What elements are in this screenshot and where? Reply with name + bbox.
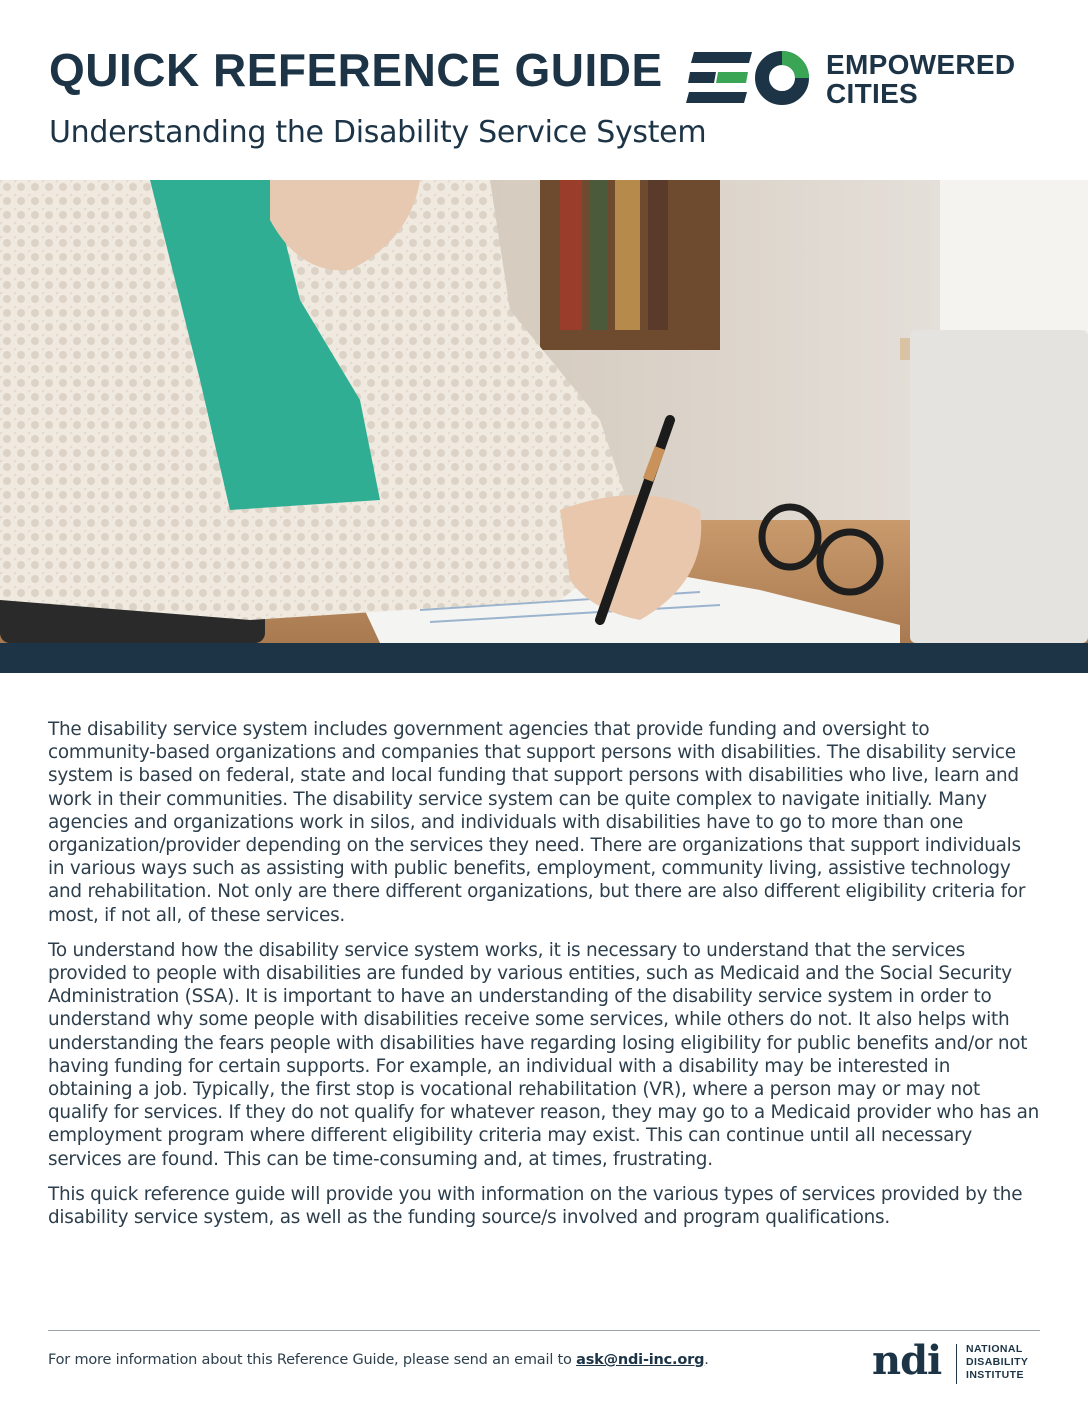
ndi-name-line-1: NATIONAL [966, 1343, 1023, 1355]
hero-photo [0, 180, 1088, 643]
paragraph-1: The disability service system includes government agencies that provide funding and oversight to community-based organizations and companies that support persons with disabilities. The disability service system is based on federal, state and local funding that support persons with disabilities who live, learn and work in their communities. The disability service system can be quite complex to navigate initially. Many agencies and organizations work in silos, and individuals with disabilities have to go to more than one organization/provider depending on the services they need. There are organizations that support individuals in various ways such as assisting with public benefits, employment, community living, assistive technology and rehabilitation. Not only are there different organizations, but there are also different eligibility criteria for most, if not all, of these services. [48, 719, 1026, 926]
page-header [0, 0, 1088, 180]
empowered-cities-logo [686, 48, 1046, 110]
page-subtitle: Understanding the Disability Service System [49, 115, 707, 150]
eo-logo-icon [686, 48, 816, 110]
page-title: QUICK REFERENCE GUIDE [49, 44, 663, 96]
footer-divider [48, 1330, 1040, 1331]
logo-wordmark [826, 50, 1056, 108]
hero-accent-band [0, 643, 1088, 673]
logo-line-2: CITIES [826, 78, 919, 109]
ndi-logo [872, 1337, 1042, 1386]
ndi-full-name [966, 1343, 1028, 1382]
email-link[interactable]: ask@ndi-inc.org [576, 1352, 705, 1368]
ndi-name-line-2: DISABILITY [966, 1356, 1029, 1368]
logo-line-1: EMPOWERED [826, 49, 1016, 80]
paragraph-3: This quick reference guide will provide you with information on the various types of services provided by the disability service system, as well as the funding source/s involved and program qualifications. [48, 1183, 1023, 1229]
footer-note-text: For more information about this Reference Guide, please send an email to [48, 1352, 577, 1368]
footer-note-end: . [704, 1352, 709, 1368]
ndi-wordmark: ndi [872, 1337, 942, 1384]
paragraph-2: To understand how the disability service system works, it is necessary to understand that the services provided to people with disabilities are funded by various entities, such as Medicaid and the Social Security Administration (SSA). It is important to have an understanding of the disability service system in order to understand why some people with disabilities receive some services, while others do not. It also helps with understanding the fears people with disabilities have regarding losing eligibility for public benefits and/or not having funding for certain supports. For example, an individual with a disability may be interested in obtaining a job. Typically, the first stop is vocational rehabilitation (VR), where a person may or may not qualify for services. If they do not qualify for whatever reason, they may go to a Medicaid provider who has an employment program where different eligibility criteria may exist. This can continue until all necessary services are found. This can be time-consuming and, at times, frustrating. [48, 939, 1040, 1170]
footer-note [48, 1352, 709, 1368]
intro-text [48, 718, 1040, 1241]
ndi-name-line-3: INSTITUTE [966, 1369, 1024, 1381]
ndi-divider [956, 1344, 957, 1384]
